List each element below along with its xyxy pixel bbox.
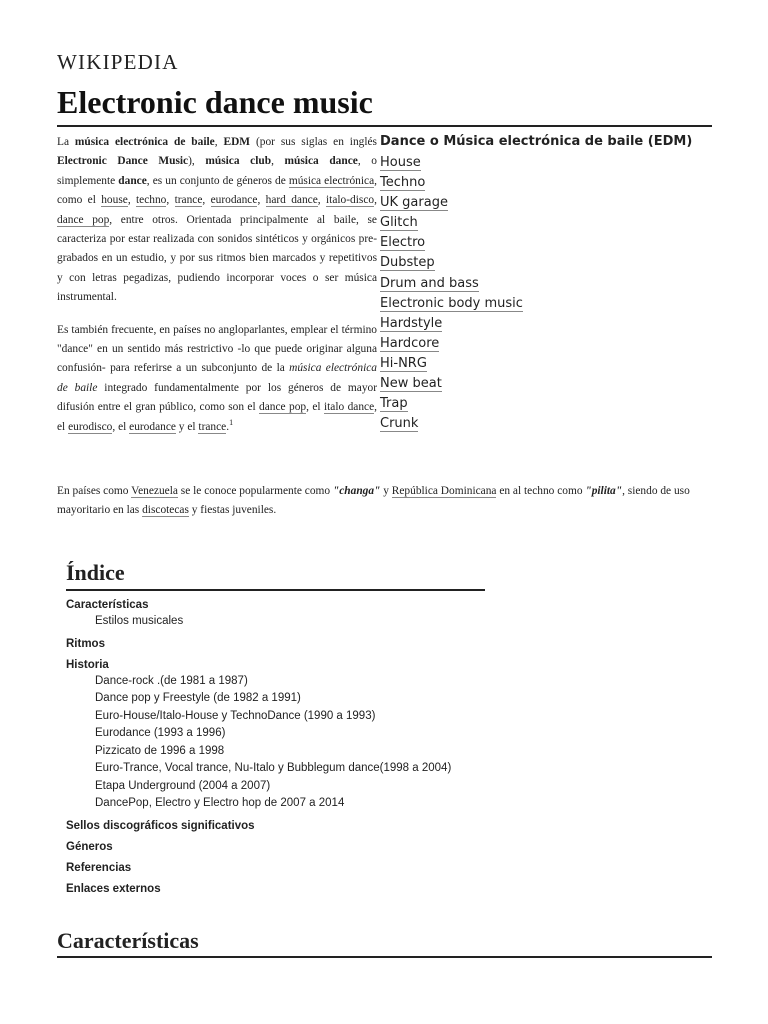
genre-link[interactable]: Trap [380, 396, 408, 412]
genre-link[interactable]: Hi-NRG [380, 355, 427, 371]
genre-link[interactable]: Hardcore [380, 335, 440, 351]
infobox-item [380, 274, 710, 294]
toc-entry[interactable]: Sellos discográficos significativos [66, 819, 255, 832]
infobox-item [380, 294, 710, 314]
text-run: , [374, 194, 377, 207]
genre-link[interactable]: House [380, 155, 421, 170]
infobox-item [380, 233, 710, 253]
toc-subentry[interactable]: Euro-House/Italo-House y TechnoDance (1990 a 1993) [95, 709, 376, 722]
article-link[interactable]: trance [198, 420, 227, 433]
genre-link[interactable]: New beat [380, 376, 442, 392]
intro-paragraph-2 [57, 321, 377, 437]
reference-mark[interactable]: 1 [229, 417, 234, 427]
article-link[interactable]: eurodisco [68, 420, 113, 433]
text-run: La [57, 136, 75, 148]
article-link[interactable]: eurodance [210, 194, 258, 207]
genre-link[interactable]: Drum and bass [380, 275, 479, 291]
article-link[interactable]: Venezuela [131, 485, 178, 497]
infobox-item [380, 193, 710, 213]
toc-entry[interactable]: Características [66, 599, 149, 611]
genre-link[interactable]: Crunk [380, 416, 419, 432]
infobox-title: Dance o Música electrónica de baile (EDM) [380, 134, 693, 149]
infobox-genre-list [380, 153, 710, 434]
genre-link[interactable]: Techno [380, 175, 426, 191]
text-run: , el [57, 401, 378, 433]
infobox-item [380, 213, 710, 233]
text-run: , o simplemente [57, 155, 377, 187]
infobox-item [380, 173, 710, 193]
toc-subentry[interactable]: DancePop, Electro y Electro hop de 2007 a 2014 [95, 797, 345, 809]
infobox-item [380, 354, 710, 374]
infobox-item [380, 394, 710, 414]
infobox-item [380, 374, 710, 394]
toc-subentry[interactable]: Pizzicato de 1996 a 1998 [95, 744, 225, 757]
genre-link[interactable]: UK garage [380, 195, 448, 211]
intro-paragraph-1 [57, 133, 377, 308]
toc-subentry[interactable]: Eurodance (1993 a 1996) [95, 727, 226, 739]
article-link[interactable]: house [101, 194, 128, 207]
text-run: música electrónica de baile [74, 136, 215, 148]
text-run: Es también frecuente, en países no angloparlantes, emplear el término "dance" en un sentido más restrictivo -lo que puede originar alguna confusión- para referirse a un subconjunto de la [57, 323, 377, 375]
toc-title: Índice [66, 560, 125, 585]
text-run: , [317, 194, 326, 207]
toc-entry[interactable]: Géneros [66, 840, 113, 853]
toc-subentry[interactable]: Dance-rock .(de 1981 a 1987) [95, 674, 248, 687]
text-run: . [226, 420, 230, 433]
toc-entry[interactable]: Ritmos [66, 637, 105, 650]
infobox-item [380, 334, 710, 354]
text-run: , como el [57, 174, 378, 207]
article-link[interactable]: dance pop [259, 401, 307, 414]
toc-entry[interactable]: Enlaces externos [66, 882, 161, 895]
lead-section [57, 133, 377, 450]
text-run: se le conoce popularmente como [177, 485, 333, 497]
text-run: música dance [284, 155, 358, 168]
text-run: En países como [57, 485, 132, 497]
infobox-item [380, 153, 710, 173]
toc-subentry[interactable]: Estilos musicales [95, 615, 184, 627]
genre-link[interactable]: Glitch [380, 215, 418, 231]
toc-subentry[interactable]: Etapa Underground (2004 a 2007) [95, 779, 271, 792]
toc-subentry[interactable]: Euro-Trance, Vocal trance, Nu-Italo y Bubblegum dance(1998 a 2004) [95, 762, 452, 774]
genre-link[interactable]: Electro [380, 235, 426, 251]
text-run: EDM [223, 136, 251, 148]
text-run: integrado fundamentalmente por los géneros de mayor difusión entre el gran público, como son el [57, 381, 378, 414]
article-link[interactable]: italo dance [323, 401, 375, 414]
section-heading-caracteristicas: Características [57, 928, 199, 953]
text-run: , [127, 194, 137, 207]
text-run: , siendo de uso mayoritario en las [57, 485, 690, 517]
text-run: música club [205, 155, 272, 168]
text-run: , [166, 194, 175, 207]
genre-link[interactable]: Hardstyle [380, 315, 443, 331]
toc-entry[interactable]: Referencias [66, 861, 132, 874]
article-link[interactable]: discotecas [142, 504, 189, 517]
section-divider [57, 956, 712, 958]
text-run: y [380, 485, 392, 497]
text-run: , [214, 136, 224, 148]
text-run: ), [188, 155, 206, 168]
title-divider [57, 125, 712, 127]
text-run: "pilita" [585, 485, 623, 497]
text-run: en al techno como [496, 485, 586, 497]
text-run: , el [306, 401, 324, 414]
text-run: "changa" [332, 485, 381, 497]
infobox-item [380, 314, 710, 334]
text-run: música electrónica de baile [57, 362, 377, 394]
article-link[interactable]: dance pop [57, 213, 110, 226]
genre-link[interactable]: Dubstep [380, 255, 435, 271]
body-section [57, 482, 712, 521]
text-run: Electronic Dance Music [57, 155, 189, 168]
genre-infobox [380, 133, 710, 434]
text-run: , entre otros. Orientada principalmente al baile, se caracteriza por estar realizada con sonidos sintéticos y orgánicos pre-grabados en un estudio, y por sus ritmos bien marcados y repetitivos y con letras pegadizas, pudiendo incorporar voces o ser música instrumental. [57, 213, 377, 304]
article-link[interactable]: música electrónica [288, 174, 375, 187]
text-run: , el [112, 420, 130, 433]
toc-divider [66, 589, 485, 591]
article-link[interactable]: techno [136, 194, 167, 207]
article-link[interactable]: italo-disco [326, 194, 375, 207]
infobox-item [380, 253, 710, 273]
wikipedia-logo[interactable]: WIKIPEDIA [57, 50, 179, 74]
text-run: dance [118, 174, 147, 187]
text-run: (por sus siglas en inglés [250, 136, 377, 148]
page-title: Electronic dance music [57, 84, 373, 120]
article-link[interactable]: República Dominicana [391, 485, 497, 497]
table-of-contents [66, 597, 451, 897]
toc-subentry[interactable]: Dance pop y Freestyle (de 1982 a 1991) [95, 692, 301, 704]
text-run: y fiestas juveniles. [188, 504, 277, 517]
text-run: y el [175, 420, 199, 433]
article-link[interactable]: trance [174, 194, 203, 207]
text-run: , es un conjunto de géneros de [146, 174, 289, 187]
text-run: , [202, 194, 211, 207]
text-run: , [271, 155, 285, 168]
article-link[interactable]: hard dance [265, 194, 318, 207]
infobox-item [380, 414, 710, 434]
text-run: , [257, 194, 266, 207]
intro-paragraph-3 [57, 482, 712, 521]
toc-entry[interactable]: Historia [66, 658, 109, 671]
genre-link[interactable]: Electronic body music [380, 295, 523, 311]
article-link[interactable]: eurodance [129, 420, 176, 433]
